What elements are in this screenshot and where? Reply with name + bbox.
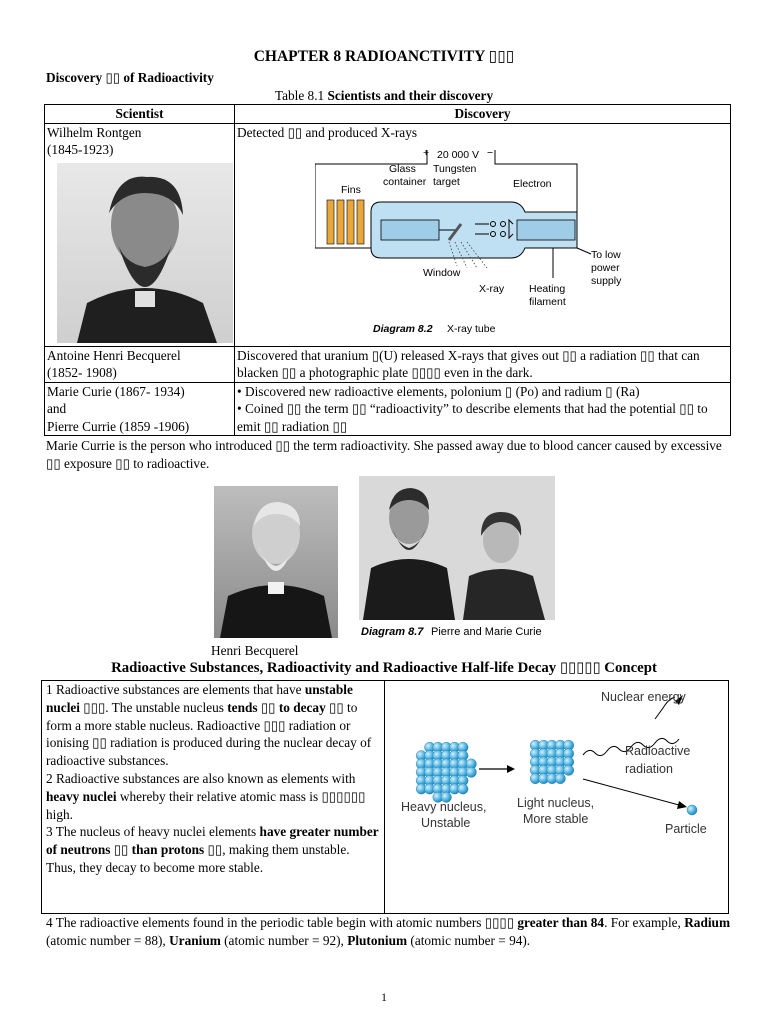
nucleon-ball <box>458 784 468 794</box>
rontgen-years: (1845-1923) <box>47 142 114 157</box>
heavy-nucleus <box>416 742 476 802</box>
label-tungsten: Tungsten <box>433 162 477 175</box>
bottom-i: (atomic number = 94). <box>407 932 531 948</box>
concept-p2-b: heavy nuclei <box>46 788 117 804</box>
label-container: container <box>383 175 427 188</box>
concept-text <box>46 681 382 877</box>
henri-becquerel-photo <box>214 486 338 638</box>
curie-bullet-2: • Coined ▯▯ the term ▯▯ “radioactivity” to describe elements that had the potential ▯▯ to emit ▯▯ radiation ▯▯ <box>237 401 708 434</box>
concept-p1-a: 1 Radioactive substances are elements that have <box>46 682 305 697</box>
becquerel-years: (1852- 1908) <box>47 365 117 380</box>
label-xray: X-ray <box>479 282 505 295</box>
nucleon-ball <box>466 767 476 777</box>
curie-bullet-1: • Discovered new radioactive elements, polonium ▯ (Po) and radium ▯ (Ra) <box>237 383 640 399</box>
label-supply: supply <box>591 274 622 287</box>
bottom-h: Plutonium <box>347 932 408 948</box>
concept-p3-a: 3 The nucleus of heavy nuclei elements <box>46 824 260 840</box>
concept-p2-a: 2 Radioactive substances are also known as elements with <box>46 770 356 786</box>
section-title: Radioactive Substances, Radioactivity and Radioactive Half-life Decay ▯▯▯▯▯ Concept <box>111 660 657 676</box>
concept-p1-d: tends ▯▯ to decay ▯▯ <box>227 699 344 715</box>
label-fins: Fins <box>341 183 361 196</box>
pierre-curie-name: Pierre Currie (1859 -1906) <box>47 418 190 434</box>
particle-ball <box>687 805 697 815</box>
rontgen-cell <box>45 123 235 346</box>
concept-p2-c: whereby their relative atomic mass is ▯▯▯▯▯▯ high. <box>46 788 366 822</box>
bottom-e: (atomic number = 88), <box>46 932 170 948</box>
label-unstable: Unstable <box>421 816 471 830</box>
label-heavy-nucleus: Heavy nucleus, <box>401 800 487 814</box>
rontgen-name: Wilhelm Rontgen <box>47 124 142 140</box>
label-light-nucleus: Light nucleus, <box>517 796 595 810</box>
xray-tube-diagram <box>315 144 625 338</box>
label-radioactive: Radioactive <box>625 744 691 758</box>
label-heating: Heating <box>529 282 566 295</box>
light-nucleus <box>530 740 574 784</box>
table-row <box>45 123 731 346</box>
chapter-title: CHAPTER 8 RADIOANCTIVITY ▯▯▯ <box>253 48 515 65</box>
nuclear-decay-diagram <box>383 681 727 911</box>
marie-curie-name: Marie Curie (1867- 1934) <box>47 383 185 399</box>
bottom-f: Uranium <box>169 932 221 948</box>
label-glass: Glass <box>389 162 416 175</box>
diagram-caption-text: X-ray tube <box>447 322 496 335</box>
bottom-g: (atomic number = 92), <box>220 932 348 948</box>
rontgen-photo <box>57 163 233 343</box>
diagram-voltage: 20 000 V <box>437 148 480 161</box>
curie-discovery-cell <box>235 382 731 436</box>
marie-curie-note: Marie Currie is the person who introduced ▯▯ the term radioactivity. She passed away due to blood cancer caused by excessive ▯▯ exposure ▯▯ to radioactive. <box>46 438 722 471</box>
table-row <box>45 382 731 436</box>
label-electron: Electron <box>513 177 552 190</box>
page-number: 1 <box>381 992 387 1004</box>
bottom-c: . For example, <box>604 915 685 930</box>
nucleon-ball <box>563 765 573 775</box>
curie-and: and <box>47 401 67 416</box>
label-filament: filament <box>529 295 566 308</box>
periodic-table-note <box>46 914 736 950</box>
label-particle: Particle <box>665 822 707 836</box>
curie-caption-text: Pierre and Marie Curie <box>431 626 542 638</box>
label-power: power <box>591 261 620 274</box>
discovery-heading: Discovery ▯▯ of Radioactivity <box>46 70 214 85</box>
table-caption-prefix: Table 8.1 <box>274 88 328 103</box>
diagram-caption-number: Diagram 8.2 <box>373 322 433 335</box>
concept-p1-b: unstable nuclei ▯▯▯ <box>46 682 353 715</box>
scientists-table <box>44 104 731 436</box>
concept-p1-c: . The unstable nucleus <box>105 699 228 715</box>
table-header-row <box>45 105 731 124</box>
nucleon-ball <box>555 773 565 783</box>
label-target: target <box>433 175 460 188</box>
becquerel-name: Antoine Henri Becquerel <box>47 347 181 363</box>
rontgen-discovery-cell <box>235 123 731 346</box>
diagram-minus: − <box>487 146 494 159</box>
concept-p3-c: , making them unstable. Thus, they decay to become more stable. <box>46 842 350 875</box>
header-discovery: Discovery <box>235 105 731 124</box>
table-caption <box>0 87 768 105</box>
header-scientist: Scientist <box>45 105 235 124</box>
label-more-stable: More stable <box>523 812 589 826</box>
becquerel-cell <box>45 346 235 382</box>
bottom-a: 4 The radioactive elements found in the periodic table begin with atomic numbers ▯▯▯▯ <box>46 915 518 930</box>
concept-p1-e: to form a more stable nucleus. Radioactive ▯▯▯ radiation or ionising ▯▯ radiation is produced during the nuclear decay of radioactive substances. <box>46 699 372 769</box>
bottom-d: Radium <box>684 915 731 930</box>
concept-text-box <box>41 680 385 914</box>
label-radiation: radiation <box>625 762 673 776</box>
table-caption-title: Scientists and their discovery <box>327 88 494 103</box>
rontgen-discovery: Detected ▯▯ and produced X-rays <box>237 124 418 140</box>
nucleus-diagram-box <box>383 680 729 914</box>
label-nuclear-energy: Nuclear energy <box>601 690 686 704</box>
table-row <box>45 346 731 382</box>
curie-cell <box>45 382 235 436</box>
henri-caption: Henri Becquerel <box>211 643 299 658</box>
concept-p3-b: have greater number of neutrons ▯▯ than protons ▯▯ <box>46 824 379 858</box>
bottom-b: greater than 84 <box>517 915 605 930</box>
becquerel-discovery: Discovered that uranium ▯(U) released X-rays that gives out ▯▯ a radiation ▯▯ that can blacken ▯▯ a photographic plate ▯▯▯▯ even in the dark. <box>235 346 731 382</box>
diagram-plus: + <box>423 146 430 159</box>
label-to-low: To low <box>591 248 621 261</box>
label-window: Window <box>423 266 461 279</box>
curie-caption-number: Diagram 8.7 <box>361 626 424 638</box>
pierre-marie-curie-photo <box>355 472 561 640</box>
